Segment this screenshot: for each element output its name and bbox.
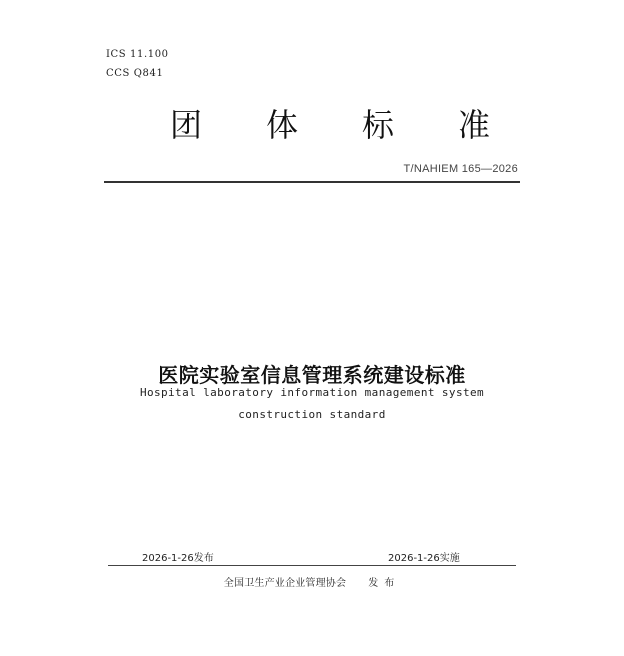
standard-type-char: 标 [361, 106, 394, 144]
publisher-action: 发布 [368, 578, 401, 589]
issue-date: 2026-1-26发布 [142, 553, 214, 564]
standard-type-heading [170, 100, 490, 146]
standard-number: T/NAHIEM 165—2026 [403, 163, 518, 175]
standard-type-char: 体 [265, 106, 298, 144]
document-title-english-line1: Hospital laboratory information management system [139, 386, 485, 399]
ccs-code: CCS Q841 [106, 68, 164, 79]
bottom-divider [108, 565, 516, 566]
standard-type-char: 准 [457, 106, 490, 144]
implementation-date: 2026-1-26实施 [388, 553, 460, 564]
publisher-line [0, 574, 624, 589]
ics-code: ICS 11.100 [106, 49, 169, 60]
standard-type-char: 团 [170, 106, 203, 144]
document-title-english-line2: construction standard [238, 408, 386, 421]
top-divider [104, 181, 520, 183]
publisher-organization: 全国卫生产业企业管理协会 [223, 578, 347, 589]
document-title-chinese: 医院实验室信息管理系统建设标准 [158, 363, 466, 387]
